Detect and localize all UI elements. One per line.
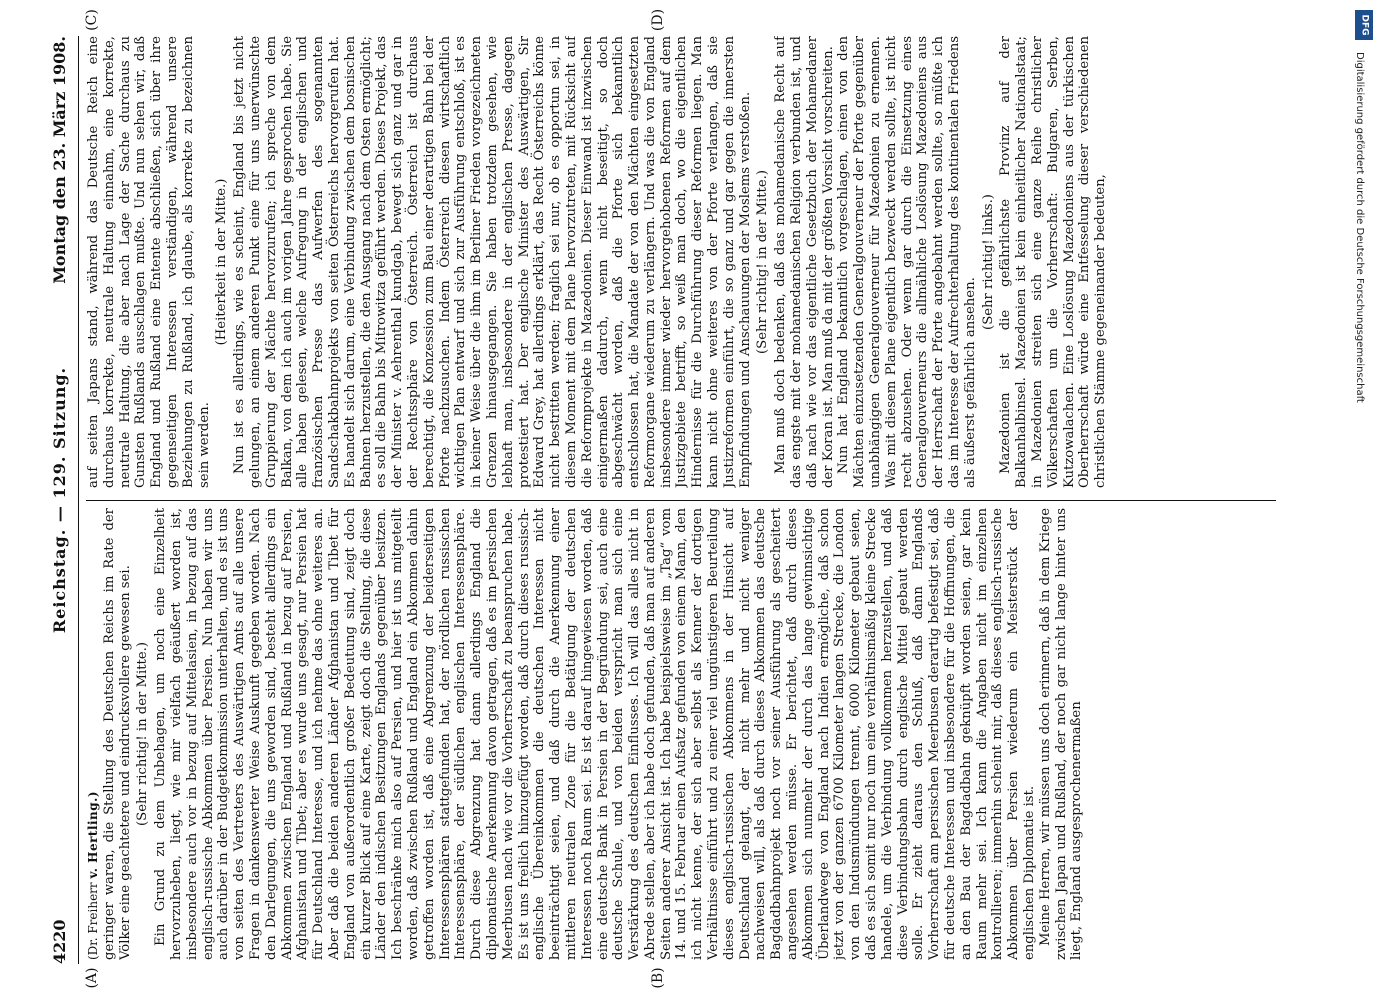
paragraph: Man muß doch bedenken, daß das mohamedanische Recht auf das engste mit der mohamedanischen Religion verbunden ist, und daß nach wie vor das eigentliche Gesetzbuch der Mohamedaner der Koran ist. Man muß da mit der größten Vorsicht vorschreiten. [773,36,836,488]
paragraph: Ein Grund zu dem Unbehagen, um noch eine Einzelheit hervorzuheben, liegt, wie mir vielfach geäußert worden ist, insbesondere auch vor in bezug auf Mittelasien, in bezug auf das englisch-russische Abkommen über Persien. Nun haben wir uns auch darüber in der Budgetkommission unterhalten, und es ist uns von seiten des Vertreters des Auswärtigen Amts auf alle unsere Fragen in dankenswerter Weise Auskunft gegeben worden. Nach den Darlegungen, die uns geworden sind, besteht allerdings ein Abkommen zwischen England und Rußland in bezug auf Persien, Afghanistan und Tibet; aber es wurde uns gesagt, nur Persien hat für Deutschland Interesse, und ich nehme das ohne weiteres an. Aber daß die beiden anderen Länder Afghanistan und Tibet für England von außerordentlich großer Bedeutung sind, zeigt doch ein kurzer Blick auf eine Karte, zeigt doch die Stellung, die diese Länder den indischen Besitzungen Englands gegenüber besitzen. Ich beschränke mich also auf Persien, und hier ist uns mitgeteilt worden, daß zwischen Rußland und England ein Abkommen dahin getroffen worden ist, daß eine Abgrenzung der beiderseitigen Interessensphären stattgefunden hat, der nördlichen russischen Interessensphäre, der südlichen englischen Interessensphäre. Durch diese Abgrenzung hat dann allerdings England die diplomatische Anerkennung davon getragen, daß es im persischen Meerbusen nach wie vor die Vorherrschaft zu beanspruchen habe. Es ist uns freilich hinzugefügt worden, daß durch dieses russisch-englische Übereinkommen die deutschen Interessen nicht beeinträchtigt seien, und daß durch die Anerkennung einer mittleren neutralen Zone für die Betätigung der deutschen Interessen noch Raum sei. Es ist darauf hingewiesen worden, daß eine deutsche Bank in Persien in der Begründung sei, auch eine deutsche Schule, und von beiden verspricht man sich eine Verstärkung des deutschen Einflusses. Ich will das alles nicht in Abrede stellen, aber ich habe doch gefunden, daß man auf anderen Seiten anderer Ansicht ist. Ich habe beispielsweise im „Tag“ vom 14. und 15. Februar einen Aufsatz gefunden von einem Mann, den ich nicht kenne, der sich aber selbst als Kenner der dortigen Verhältnisse einführt und zu einer viel ungünstigeren Beurteilung dieses englisch-russischen Abkommens in der Hinsicht auf Deutschland gelangt, der nicht mehr und nicht weniger nachweisen will, als daß durch dieses Abkommen das deutsche Bagdadbahnprojekt noch vor seiner Ausführung als gescheitert angesehen werden müsse. Er berichtet, daß durch dieses Abkommen sich nunmehr der durch das lange gewinnsichtige Überlandwege von England nach Indien ermögliche, daß schon jetzt von der ganzen 6700 Kilometer langen Strecke, die London von den Indusmündungen trennt, 6000 Kilometer gebaut seien, daß es sich somit nur noch um eine verhältnismäßig kleine Strecke handele, um die Verbindung vollkommen herzustellen, und daß diese Verbindungsbahn durch englische Mittel gebaut werden solle. Er zieht daraus den Schluß, daß dann Englands Vorherrschaft am persischen Meerbusen derartig befestigt sei, daß für deutsche Interessen und insbesondere für die Hoffnungen, die an den Bau der Bagdadbahn geknüpft worden seien, gar kein Raum mehr sei. Ich kann die Angaben nicht im einzelnen kontrollieren; immerhin scheint mir, daß dieses englisch-russische Abkommen über Persien wiederum ein Meisterstück der englischen Diplomatie ist. [153,508,1038,960]
column-divider [86,500,1276,501]
margin-marker-d: (D) [650,8,666,32]
margin-marker-a: (A) [84,967,100,989]
paragraph: auf seiten Japans stand, während das Deutsche Reich eine durchaus korrekte, neutrale Haltung einnahm, eine korrekte, neutrale Haltung, die aber nach Lage der Sache durchaus zu Gunsten Rußlands ausschlagen mußte. Und nun sehen wir, daß England und Rußland eine Entente abschließen, sich über ihre gegenseitigen Interessen verständigen, während unsere Beziehungen zu Rußland, ich glaube, als korrekte zu bezeichnen sein werden. [86,36,212,488]
paragraph: Nun ist es allerdings, wie es scheint, England bis jetzt nicht gelungen, an einem anderen Punkt eine für uns unerwünschte Gruppierung der Mächte hervorzurufen; ich spreche von dem Balkan, von dem ich auch im vorigen Jahre gesprochen habe. Sie alle haben gelesen, welche Aufregung in der englischen und französischen Presse das Aufwerfen des sogenannten Sandschakbahnprojekts von seiten Österreichs hervorgerufen hat. Es handelt sich darum, eine Verbindung zwischen dem bosnischen Bahnen herzustellen, die den Ausgang nach dem Osten ermöglicht; es soll die Bahn bis Mitrowitza geführt werden. Dieses Projekt, das der Minister v. Aehrenthal kundgab, bewegt sich ganz und gar in der Rechtssphäre von Österreich. Österreich ist durchaus berechtigt, die Konzession zum Bau einer derartigen Bahn bei der Pforte nachzusuchen. Indem Österreich diesen wirtschaftlich wichtigen Plan entwarf und sich zur Ausführung entschloß, ist es in keiner Weise über die ihm im Berliner Frieden vorgezeichneten Grenzen hinausgegangen. Sie haben trotzdem gesehen, wie lebhaft man, insbesondere in der englischen Presse, dagegen protestiert hat. Der englische Minister des Auswärtigen, Sir Edward Grey, hat allerdings erklärt, das Recht Österreichs könne nicht bestritten werden; fraglich sei nur, ob es opportun sei, in diesem Moment mit dem Plane hervorzutreten, mit Rücksicht auf die Reformprojekte in Mazedonien. Dieser Einwand ist inzwischen einigermaßen dadurch, wenn nicht beseitigt, so doch abgeschwächt worden, daß die Pforte sich bekanntlich entschlossen hat, die Mandate der von den Mächten eingesetzten Reformorgane wiederum zu verlängern. Und was die von England insbesondere immer wieder hervorgehobenen Reformen auf dem Justizgebiete betrifft, so weiß man doch, wo die eigentlichen Hindernisse für die Durchführung dieser Reformen liegen. Man kann nicht ohne weiteres von der Pforte verlangen, daß sie Justizreformen einführt, die so ganz und gar gegen die innersten Empfindungen und Anschauungen der Moslems verstoßen. [232,36,753,488]
paragraph: Nun hat England bekanntlich vorgeschlagen, einen von den Mächten einzusetzenden Generalgouverneur der Pforte gegenüber unabhängigen Generalgouverneur für Mazedonien zu ernennen. Was mit diesem Plane eigentlich bezweckt werden sollte, ist nicht recht abzusehen. Oder wenn gar durch die Einsetzung eines Generalgouverneurs die allmähliche Loslösung Mazedoniens aus der Herrschaft der Pforte angebahnt werden sollte, so müßte ich das im Interesse der Aufrechterhaltung des kontinentalen Friedens als äußerst gefährlich ansehen. [836,36,978,488]
interjection: (Sehr richtig! links.) [980,194,996,330]
header-rule [78,36,79,964]
interjection: (Heiterkeit in der Mitte.) [214,178,230,346]
interjection: (Sehr richtig! in der Mitte.) [135,642,151,826]
credit-text: Digitalisierung gefördert durch die Deutsche Forschungsgemeinschaft [1354,52,1365,403]
session-date: Montag den 23. März 1908. [50,36,69,284]
paragraph: Meine Herren, wir müssen uns doch erinnern, daß in dem Kriege zwischen Japan und Rußland, der noch gar nicht lange hinter uns liegt, England ausgesprochenermaßen [1037,508,1085,960]
running-title: Reichstag. — 129. Sitzung. [50,366,69,634]
speaker-prefix: (Dr. Freiherr [86,882,100,960]
digitization-credit [1355,10,1375,1000]
left-column [86,508,1276,960]
dfg-logo [1355,10,1373,40]
margin-marker-c: (C) [84,9,100,31]
paragraph: geringer waren, die Stellung des Deutschen Reichs im Rate der Völker eine geachtetere und eindrucksvollere gewesen sei. [101,508,133,960]
page-number: 4220 [50,919,69,964]
interjection: (Sehr richtig! in der Mitte.) [755,170,771,354]
dfg-logo-text: DFG [1359,14,1370,36]
speaker-name: v. Hertling.) [86,790,100,879]
margin-marker-b: (B) [650,967,666,989]
page-header [50,36,76,964]
paragraph: Mazedonien ist die gefährlichste Provinz auf der Balkanhalbinsel. Mazedonien ist kein einheitlicher Nationalstaat; in Mazedonien streiten sich eine ganze Reihe christlicher Völkerschaften um die Vorherrschaft: Bulgaren, Serben, Kutzowalachen. Eine Loslösung Mazedoniens aus der türkischen Oberherrschaft würde eine Entfesselung dieser verschiedenen christlichen Stämme gegeneinander bedeuten, [998,36,1109,488]
right-column [86,36,1276,488]
speaker-line [86,508,102,960]
